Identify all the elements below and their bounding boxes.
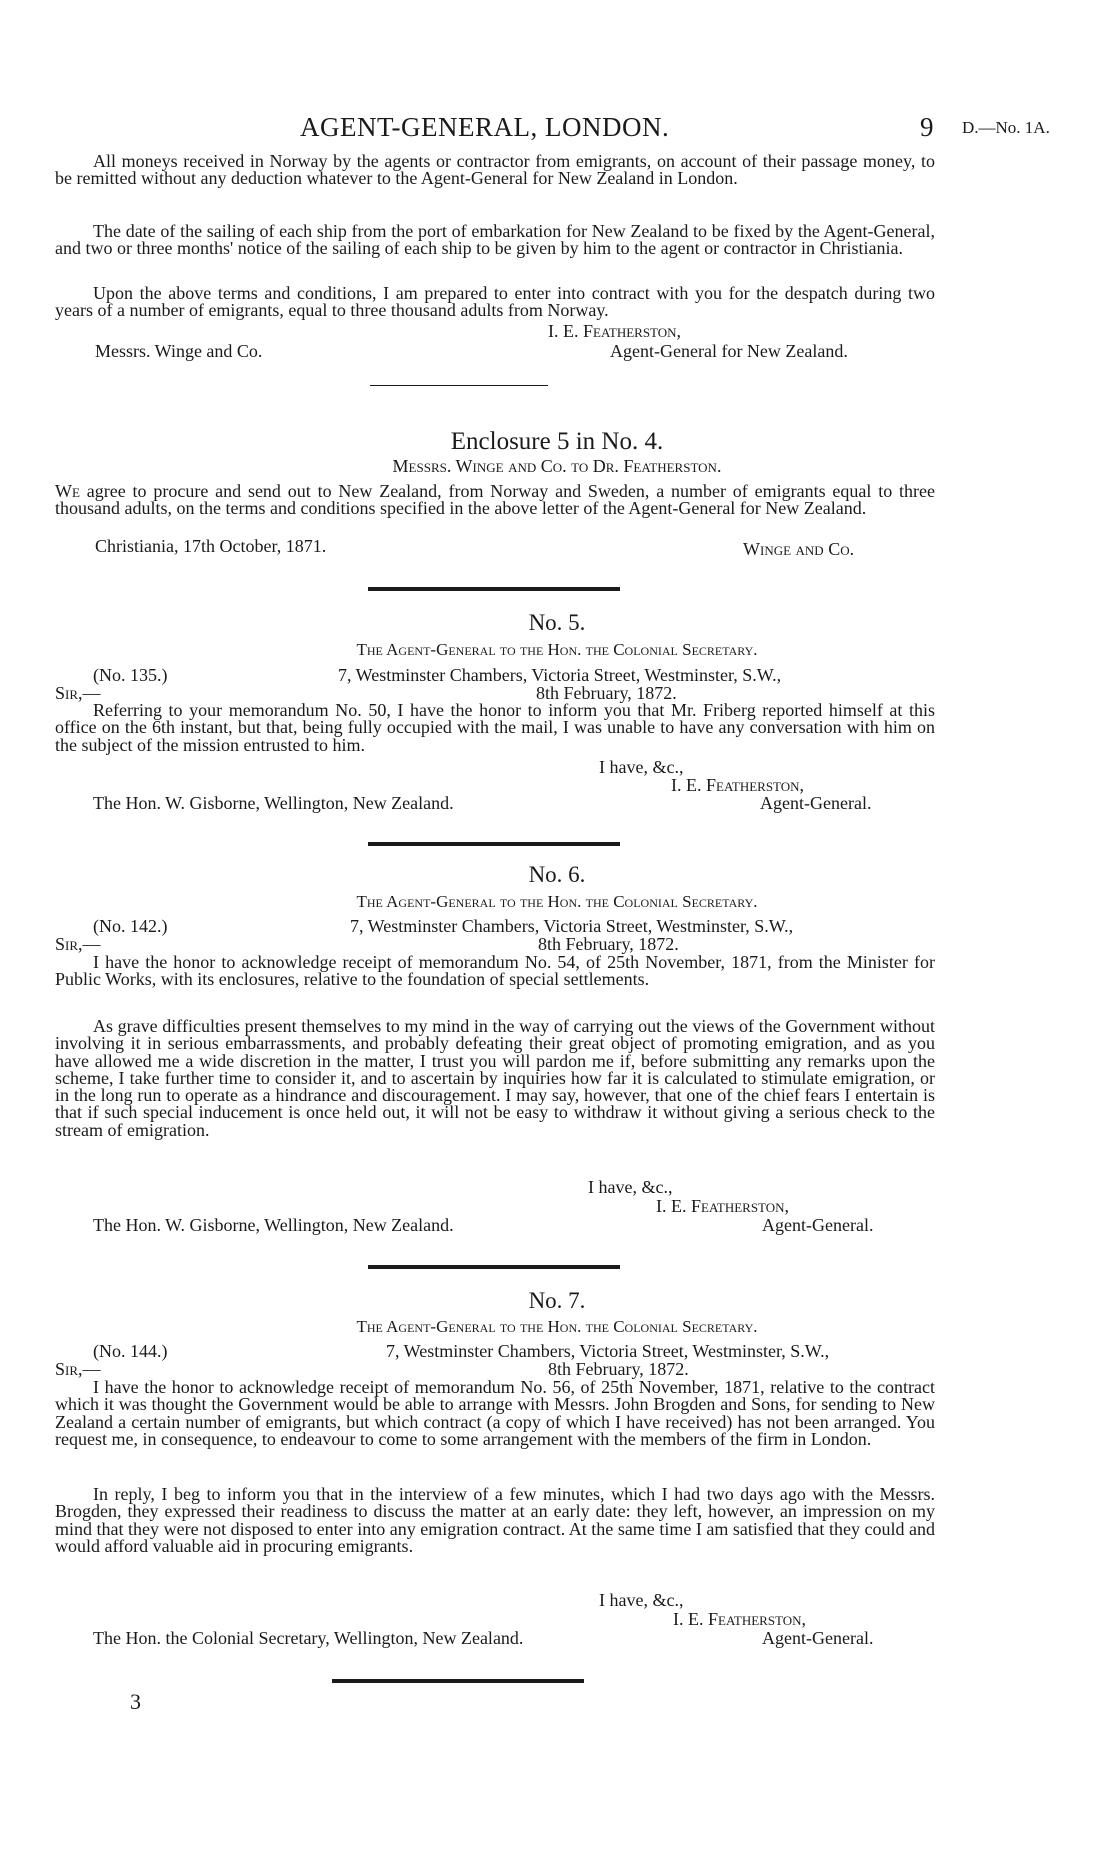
no7-paragraph-2: In reply, I beg to inform you that in the interview of a few minutes, which I had two days ago with the Messrs. Brogden, they expressed their readiness to discuss the matter at an early date: they left, however, an impression on my mind that they were not disposed to enter into any emigration contract. At the same time I am satisfied that they could and would afford valuable aid in procuring emigrants. [55, 1484, 935, 1556]
section-divider [332, 1679, 584, 1683]
no5-subheading: The Agent-General to the Hon. the Colonial Secretary. [356, 640, 758, 659]
page-number: 9 [920, 112, 934, 142]
no6-signature: I. E. Featherston, [656, 1196, 790, 1216]
no7-closing: I have, &c., [599, 1590, 684, 1610]
no6-paragraph-2: As grave difficulties present themselves to my mind in the way of carrying out the views of the Government without involving it in serious embarrassments, and probably defeating their great object of promoting emigration, and as you have allowed me a wide discretion in the matter, I trust you will pardon me if, before submitting any remarks upon the scheme, I take further time to consider it, and to ascertain by inquiries how far it is calculated to stimulate emigration, or in the long run to operate as a hindrance and discouragement. I may say, however, that one of the chief fears I entertain is that if such special inducement is once held out, it will not be easy to withdraw it without giving a serious check to the stream of emigration. [55, 1016, 935, 1140]
no5-signature-title: Agent-General. [760, 793, 872, 813]
no6-closing: I have, &c., [588, 1177, 673, 1197]
enclosure-5-heading: Enclosure 5 in No. 4. [450, 428, 664, 455]
intro-paragraph-3: Upon the above terms and conditions, I am prepared to enter into contract with you for the despatch during two years of a number of emigrants, equal to three thousand adults from Norway. [55, 283, 935, 321]
intro-addressee: Messrs. Winge and Co. [95, 341, 263, 361]
no6-date: 8th February, 1872. [538, 934, 679, 954]
no5-body: Referring to your memorandum No. 50, I have the honor to inform you that Mr. Friberg reported himself at this office on the 6th instant, but that, being fully occupied with the mail, I was unable to have any conversation with him on the subject of the mission entrusted to him. [55, 700, 935, 755]
intro-paragraph-2: The date of the sailing of each ship from the port of embarkation for New Zealand to be fixed by the Agent-General, and two or three months' notice of the sailing of each ship to be given by him to the agent or contractor in Christiania. [55, 221, 935, 259]
no6-salutation: Sir,— [55, 934, 101, 954]
no5-reference: (No. 135.) [93, 665, 168, 685]
no5-closing: I have, &c., [599, 757, 684, 777]
no6-signature-title: Agent-General. [762, 1215, 874, 1235]
intro-signature-title: Agent-General for New Zealand. [610, 341, 848, 361]
no7-signature-title: Agent-General. [762, 1628, 874, 1648]
no5-addressee: The Hon. W. Gisborne, Wellington, New Zealand. [93, 793, 454, 813]
no7-heading: No. 7. [528, 1288, 586, 1313]
intro-signature: I. E. Featherston, [548, 321, 682, 341]
no7-signature: I. E. Featherston, [673, 1609, 807, 1629]
no5-signature: I. E. Featherston, [671, 775, 805, 795]
no6-reference: (No. 142.) [93, 916, 168, 936]
no6-subheading: The Agent-General to the Hon. the Colonial Secretary. [356, 892, 758, 911]
section-divider [368, 587, 620, 591]
section-divider [368, 1265, 620, 1269]
intro-paragraph-1: All moneys received in Norway by the agents or contractor from emigrants, on account of their passage money, to be remitted without any deduction whatever to the Agent-General for New Zealand in London. [55, 151, 935, 189]
no5-heading: No. 5. [528, 610, 586, 635]
section-divider [370, 385, 548, 386]
no7-paragraph-1: I have the honor to acknowledge receipt of memorandum No. 56, of 25th November, 1871, relative to the contract which it was thought the Government would be able to arrange with Messrs. John Brogden and Sons, for sending to New Zealand a certain number of emigrants, but which contract (a copy of which I have received) has not been arranged. You request me, in consequence, to endeavour to come to some arrangement with the members of the firm in London. [55, 1377, 935, 1449]
enclosure-5-body-lead: We [55, 481, 80, 501]
no5-address: 7, Westminster Chambers, Victoria Street, Westminster, S.W., [338, 665, 782, 685]
section-divider [368, 842, 620, 846]
no7-subheading: The Agent-General to the Hon. the Colonial Secretary. [356, 1317, 758, 1336]
paper-reference: D.—No. 1A. [962, 118, 1050, 137]
enclosure-5-body [55, 483, 935, 518]
enclosure-5-date: Christiania, 17th October, 1871. [95, 536, 327, 556]
no6-addressee: The Hon. W. Gisborne, Wellington, New Zealand. [93, 1215, 454, 1235]
signature-mark: 3 [130, 1689, 141, 1714]
no6-address: 7, Westminster Chambers, Victoria Street, Westminster, S.W., [350, 916, 794, 936]
no5-date: 8th February, 1872. [536, 683, 677, 703]
no7-address: 7, Westminster Chambers, Victoria Street, Westminster, S.W., [386, 1341, 830, 1361]
no6-paragraph-1: I have the honor to acknowledge receipt of memorandum No. 54, of 25th November, 1871, from the Minister for Public Works, with its enclosures, relative to the foundation of special settlements. [55, 952, 935, 990]
no6-heading: No. 6. [528, 862, 586, 887]
enclosure-5-subheading: Messrs. Winge and Co. to Dr. Featherston. [392, 456, 722, 476]
no7-salutation: Sir,— [55, 1359, 101, 1379]
enclosure-5-body-text: agree to procure and send out to New Zealand, from Norway and Sweden, a number of emigrants equal to three thousand adults, on the terms and conditions specified in the above letter of the Agent-General for New Zealand. [55, 481, 935, 519]
running-title: AGENT-GENERAL, LONDON. [300, 112, 670, 142]
no7-addressee: The Hon. the Colonial Secretary, Wellington, New Zealand. [93, 1628, 524, 1648]
no7-reference: (No. 144.) [93, 1341, 168, 1361]
no7-date: 8th February, 1872. [548, 1359, 689, 1379]
no5-salutation: Sir,— [55, 683, 101, 703]
enclosure-5-signature: Winge and Co. [743, 539, 855, 559]
